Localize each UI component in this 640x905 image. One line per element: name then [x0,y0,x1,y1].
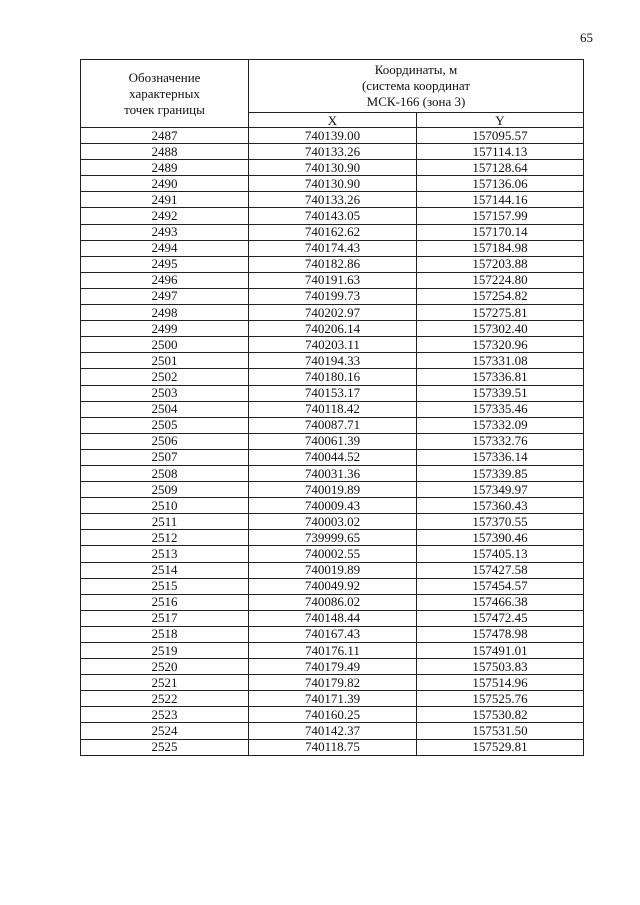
table-row [81,401,584,417]
table-row [81,482,584,498]
point-cell: 2512 [81,530,249,546]
point-cell: 2507 [81,449,249,465]
x-coordinate-cell: 740191.63 [249,272,417,288]
x-coordinate-cell: 740179.82 [249,675,417,691]
y-coordinate-cell: 157336.14 [417,449,584,465]
y-coordinate-cell: 157339.85 [417,465,584,481]
point-cell: 2487 [81,128,249,144]
y-coordinate-cell: 157530.82 [417,707,584,723]
header-line: характерных [129,85,200,101]
header-line: Координаты, м [374,62,458,77]
y-coordinate-cell: 157529.81 [417,739,584,755]
point-cell: 2522 [81,691,249,707]
table-row [81,691,584,707]
table-row [81,192,584,208]
point-cell: 2498 [81,305,249,321]
x-coordinate-cell: 740153.17 [249,385,417,401]
y-coordinate-cell: 157370.55 [417,514,584,530]
table-row [81,305,584,321]
table-row [81,433,584,449]
y-coordinate-cell: 157170.14 [417,224,584,240]
point-cell: 2521 [81,675,249,691]
x-coordinate-cell: 740142.37 [249,723,417,739]
point-cell: 2503 [81,385,249,401]
x-coordinate-cell: 740139.00 [249,128,417,144]
y-coordinate-cell: 157095.57 [417,128,584,144]
y-coordinate-cell: 157332.09 [417,417,584,433]
page-number: 65 [580,30,593,45]
point-cell: 2499 [81,321,249,337]
point-cell: 2495 [81,256,249,272]
table-body [81,128,584,756]
x-coordinate-cell: 740044.52 [249,449,417,465]
point-cell: 2505 [81,417,249,433]
x-coordinate-cell: 740133.26 [249,192,417,208]
x-coordinate-cell: 740061.39 [249,433,417,449]
x-coordinate-cell: 740002.55 [249,546,417,562]
point-cell: 2517 [81,610,249,626]
y-column-header: Y [417,113,584,128]
x-coordinate-cell: 740031.36 [249,465,417,481]
y-coordinate-cell: 157184.98 [417,240,584,256]
point-cell: 2489 [81,160,249,176]
table-row [81,643,584,659]
point-cell: 2492 [81,208,249,224]
y-coordinate-cell: 157514.96 [417,675,584,691]
table-row [81,514,584,530]
y-coordinate-cell: 157128.64 [417,160,584,176]
x-coordinate-cell: 740133.26 [249,144,417,160]
point-cell: 2494 [81,240,249,256]
point-cell: 2491 [81,192,249,208]
table-row [81,256,584,272]
table-row [81,224,584,240]
x-coordinate-cell: 740199.73 [249,288,417,304]
point-cell: 2524 [81,723,249,739]
x-coordinate-cell: 740130.90 [249,176,417,192]
table-row [81,353,584,369]
y-coordinate-cell: 157531.50 [417,723,584,739]
table-row [81,675,584,691]
table-row [81,208,584,224]
y-coordinate-cell: 157503.83 [417,659,584,675]
y-coordinate-cell: 157203.88 [417,256,584,272]
x-coordinate-cell: 740179.49 [249,659,417,675]
coordinates-header [249,60,584,113]
point-cell: 2516 [81,594,249,610]
table-row [81,465,584,481]
table-row [81,240,584,256]
table-row [81,707,584,723]
y-coordinate-cell: 157339.51 [417,385,584,401]
point-cell: 2490 [81,176,249,192]
table-row [81,144,584,160]
point-cell: 2520 [81,659,249,675]
y-coordinate-cell: 157525.76 [417,691,584,707]
y-coordinate-cell: 157390.46 [417,530,584,546]
x-coordinate-cell: 740087.71 [249,417,417,433]
y-coordinate-cell: 157478.98 [417,626,584,642]
y-coordinate-cell: 157472.45 [417,610,584,626]
point-cell: 2519 [81,643,249,659]
x-coordinate-cell: 740180.16 [249,369,417,385]
y-coordinate-cell: 157360.43 [417,498,584,514]
x-coordinate-cell: 740019.89 [249,482,417,498]
table-row [81,498,584,514]
table-row [81,449,584,465]
x-coordinate-cell: 740003.02 [249,514,417,530]
header-line: (система координат [361,78,471,93]
table-row [81,594,584,610]
x-coordinate-cell: 740202.97 [249,305,417,321]
y-coordinate-cell: 157157.99 [417,208,584,224]
x-coordinate-cell: 740009.43 [249,498,417,514]
x-coordinate-cell: 740148.44 [249,610,417,626]
coordinates-table [80,59,584,756]
y-coordinate-cell: 157454.57 [417,578,584,594]
y-coordinate-cell: 157114.13 [417,144,584,160]
table-row [81,288,584,304]
y-coordinate-cell: 157302.40 [417,321,584,337]
x-coordinate-cell: 739999.65 [249,530,417,546]
table-row [81,337,584,353]
x-coordinate-cell: 740206.14 [249,321,417,337]
x-coordinate-cell: 740167.43 [249,626,417,642]
table-row [81,562,584,578]
y-coordinate-cell: 157491.01 [417,643,584,659]
y-coordinate-cell: 157335.46 [417,401,584,417]
table-row [81,626,584,642]
point-cell: 2502 [81,369,249,385]
y-coordinate-cell: 157349.97 [417,482,584,498]
y-coordinate-cell: 157136.06 [417,176,584,192]
x-coordinate-cell: 740049.92 [249,578,417,594]
y-coordinate-cell: 157275.81 [417,305,584,321]
point-cell: 2514 [81,562,249,578]
x-coordinate-cell: 740174.43 [249,240,417,256]
point-cell: 2515 [81,578,249,594]
x-coordinate-cell: 740086.02 [249,594,417,610]
point-cell: 2508 [81,465,249,481]
x-coordinate-cell: 740171.39 [249,691,417,707]
point-cell: 2525 [81,739,249,755]
point-cell: 2493 [81,224,249,240]
point-cell: 2523 [81,707,249,723]
point-cell: 2510 [81,498,249,514]
table-row [81,321,584,337]
point-cell: 2501 [81,353,249,369]
table-row [81,546,584,562]
table-row [81,739,584,755]
table-row [81,272,584,288]
table-row [81,385,584,401]
table-row [81,530,584,546]
y-coordinate-cell: 157427.58 [417,562,584,578]
table-row [81,659,584,675]
y-coordinate-cell: 157224.80 [417,272,584,288]
table-row [81,176,584,192]
table-row [81,578,584,594]
table-header [81,60,584,128]
table-row [81,128,584,144]
header-line: Обозначение [128,69,201,85]
y-coordinate-cell: 157144.16 [417,192,584,208]
point-designation-header [81,60,249,128]
point-cell: 2497 [81,288,249,304]
y-coordinate-cell: 157405.13 [417,546,584,562]
point-cell: 2500 [81,337,249,353]
table-row [81,369,584,385]
x-coordinate-cell: 740162.62 [249,224,417,240]
table-row [81,160,584,176]
x-coordinate-cell: 740118.42 [249,401,417,417]
x-coordinate-cell: 740019.89 [249,562,417,578]
y-coordinate-cell: 157332.76 [417,433,584,449]
point-cell: 2518 [81,626,249,642]
table-row [81,417,584,433]
y-coordinate-cell: 157336.81 [417,369,584,385]
y-coordinate-cell: 157320.96 [417,337,584,353]
x-coordinate-cell: 740182.86 [249,256,417,272]
x-coordinate-cell: 740130.90 [249,160,417,176]
x-coordinate-cell: 740118.75 [249,739,417,755]
point-cell: 2509 [81,482,249,498]
header-line: точек границы [124,101,205,117]
point-cell: 2506 [81,433,249,449]
table-row [81,723,584,739]
point-cell: 2496 [81,272,249,288]
point-cell: 2488 [81,144,249,160]
x-coordinate-cell: 740143.05 [249,208,417,224]
point-cell: 2504 [81,401,249,417]
point-cell: 2511 [81,514,249,530]
x-coordinate-cell: 740176.11 [249,643,417,659]
x-coordinate-cell: 740160.25 [249,707,417,723]
point-cell: 2513 [81,546,249,562]
x-coordinate-cell: 740194.33 [249,353,417,369]
x-coordinate-cell: 740203.11 [249,337,417,353]
x-column-header: X [249,113,417,128]
table-row [81,610,584,626]
y-coordinate-cell: 157254.82 [417,288,584,304]
header-line: МСК-166 (зона 3) [366,94,466,109]
y-coordinate-cell: 157466.38 [417,594,584,610]
y-coordinate-cell: 157331.08 [417,353,584,369]
